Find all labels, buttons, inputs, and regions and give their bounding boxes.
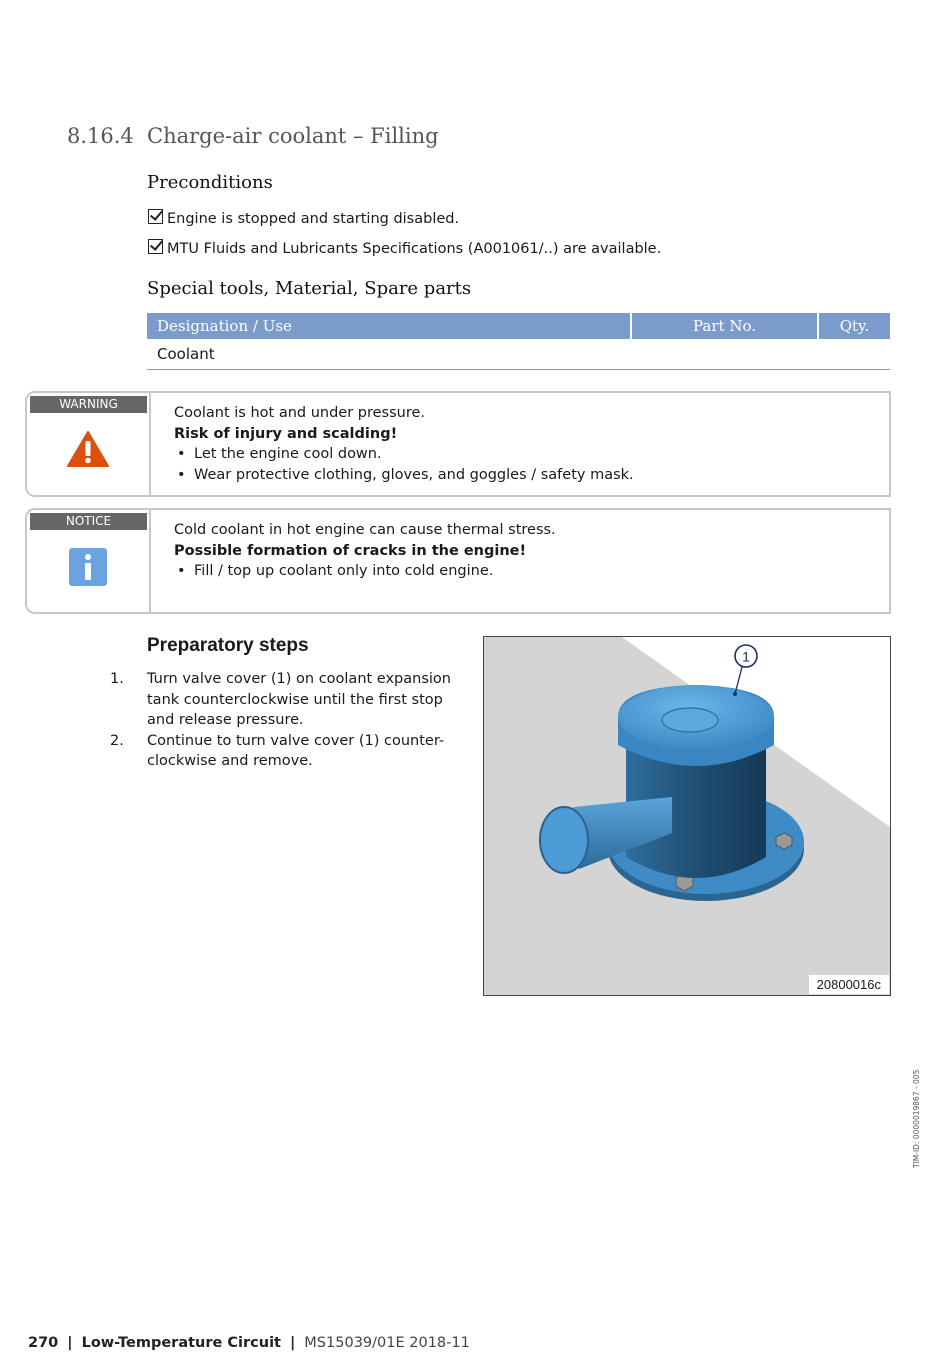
cell-qty (818, 339, 890, 370)
cell-part-no (631, 339, 818, 370)
section-number: 8.16.4 (67, 124, 134, 148)
notice-tag: NOTICE (30, 513, 147, 530)
chapter-title: Low-Temperature Circuit (81, 1335, 281, 1351)
checkbox-icon (148, 239, 163, 254)
page-number: 270 (28, 1335, 59, 1351)
warning-tag: WARNING (30, 396, 147, 413)
list-item: • Let the engine cool down. (174, 444, 634, 465)
parts-table (147, 313, 890, 370)
precondition-item: MTU Fluids and Lubricants Specifications (A001061/..) are available. (148, 238, 661, 257)
warning-emphasis: Risk of injury and scalding! (174, 425, 398, 442)
preconditions-heading: Preconditions (147, 172, 273, 193)
column-header-designation: Designation / Use (147, 313, 631, 339)
tools-heading: Special tools, Material, Spare parts (147, 278, 472, 299)
info-icon (69, 548, 107, 586)
column-header-qty: Qty. (818, 313, 890, 339)
list-item: • Wear protective clothing, gloves, and goggles / safety mask. (174, 465, 634, 486)
list-item: • Fill / top up coolant only into cold engine. (174, 561, 556, 582)
notice-box (25, 508, 891, 614)
cell-designation: Coolant (147, 339, 631, 370)
notice-text: Cold coolant in hot engine can cause thermal stress. Possible formation of cracks in the engine! • Fill / top up coolant only into cold engine. (174, 520, 556, 582)
valve-cover-figure (483, 636, 891, 996)
warning-text: Coolant is hot and under pressure. Risk of injury and scalding! • Let the engine cool down. • Wear protective clothing, gloves, and goggles / safety mask. (174, 403, 634, 485)
steps-list (110, 669, 465, 772)
figure-id: 20800016c (809, 975, 889, 994)
document-id: MS15039/01E 2018-11 (304, 1335, 470, 1351)
checkbox-icon (148, 209, 163, 224)
section-title-text: Charge-air coolant – Filling (147, 124, 439, 148)
step-item: 1. Turn valve cover (1) on coolant expansion tank counterclockwise until the first stop and release pressure. (110, 671, 451, 728)
section-title (67, 124, 439, 148)
callout-number: 1 (742, 648, 750, 665)
page-footer: 270 | Low-Temperature Circuit | MS15039/01E 2018-11 (28, 1335, 470, 1351)
warning-box (25, 391, 891, 497)
step-item: 2. Continue to turn valve cover (1) counter-clockwise and remove. (110, 732, 445, 769)
column-header-part-no: Part No. (631, 313, 818, 339)
warning-triangle-icon (66, 430, 110, 468)
precondition-item: Engine is stopped and starting disabled. (148, 208, 459, 227)
expansion-tank-illustration (484, 637, 890, 995)
preparatory-heading: Preparatory steps (147, 635, 309, 656)
tim-id: TIM-ID: 0000019867 - 005 (912, 1069, 921, 1168)
notice-emphasis: Possible formation of cracks in the engine! (174, 542, 527, 559)
table-row (147, 339, 890, 370)
